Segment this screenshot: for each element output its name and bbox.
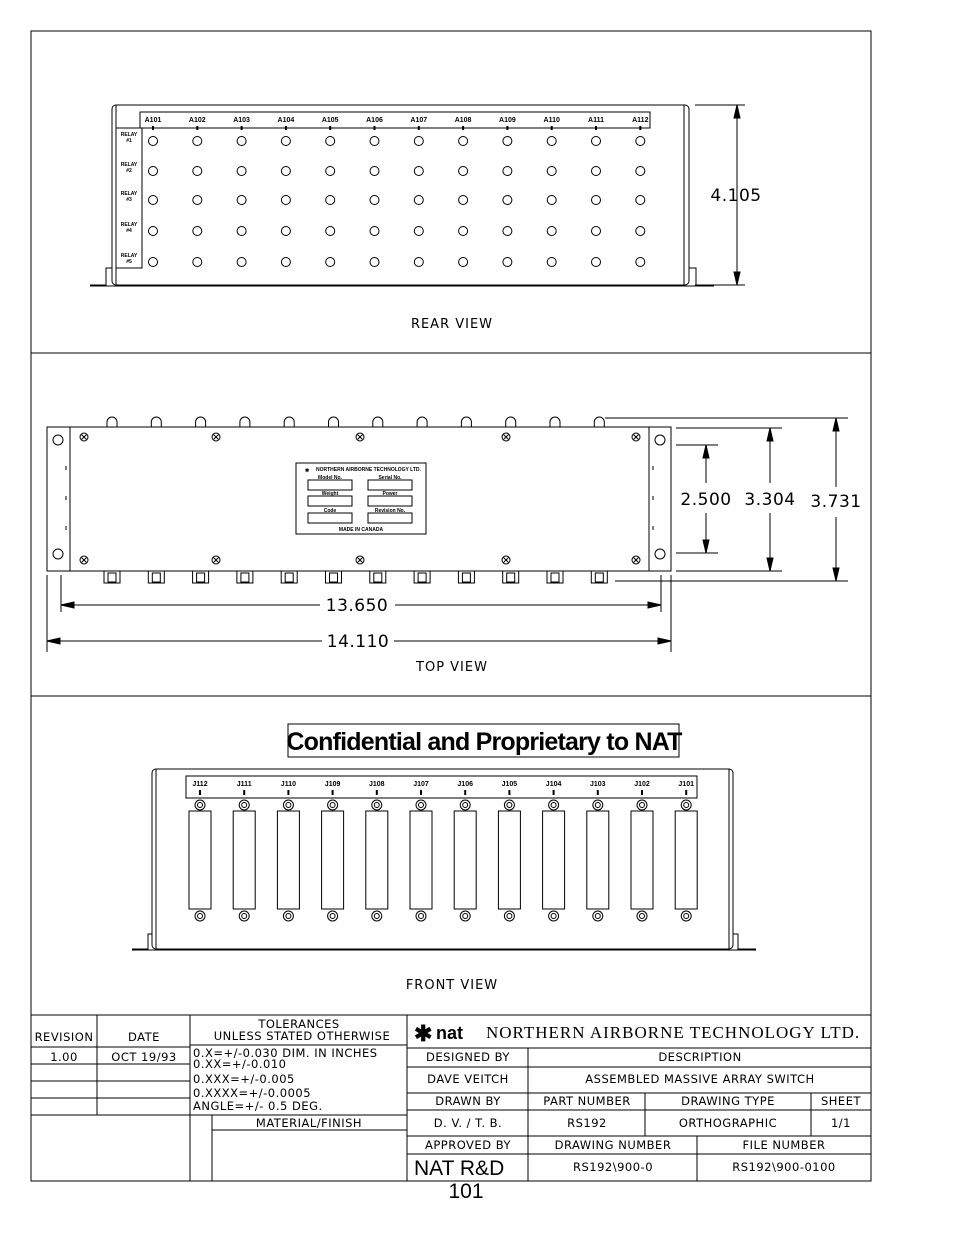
top-view-title: TOP VIEW	[416, 660, 488, 675]
rear-terminal-hole	[326, 227, 335, 236]
rear-terminal-hole	[547, 167, 556, 176]
drawing-number-label: DRAWING NUMBER	[554, 1138, 672, 1152]
front-connector-stub-inner	[197, 573, 205, 582]
front-connector-stub-inner	[507, 573, 515, 582]
rear-terminal-hole	[193, 258, 202, 267]
jackscrew	[372, 800, 382, 810]
rear-terminal-hole	[459, 196, 468, 205]
rear-terminal-hole	[237, 227, 246, 236]
dsub-connector	[233, 811, 255, 909]
designed-by-label: DESIGNED BY	[426, 1050, 510, 1064]
rear-terminal-hole	[370, 227, 379, 236]
rear-terminal-hole	[636, 137, 645, 146]
sheet-label: SHEET	[820, 1094, 862, 1108]
dsub-connector	[410, 811, 432, 909]
jackscrew	[239, 800, 249, 810]
rear-terminal-hole	[370, 196, 379, 205]
dsub-connector	[454, 811, 476, 909]
front-column-label: J104	[545, 781, 562, 788]
jackscrew	[593, 911, 603, 921]
rear-terminal-hole	[326, 167, 335, 176]
rear-terminal-hole	[592, 196, 601, 205]
rear-terminal-hole	[592, 258, 601, 267]
tolerance-line: ANGLE=+/- 0.5 DEG.	[193, 1099, 323, 1113]
relay-row-number: #5	[126, 259, 132, 265]
description-label: DESCRIPTION	[658, 1050, 742, 1064]
rear-terminal-hole	[149, 137, 158, 146]
tolerance-line: 0.XXXX=+/-0.0005	[193, 1086, 312, 1100]
rear-column-label: A106	[366, 117, 383, 124]
nameplate-footer: MADE IN CANADA	[338, 527, 384, 533]
rear-terminal-stub	[107, 417, 117, 427]
rear-terminal-stub	[550, 417, 560, 427]
rear-column-label: A109	[499, 117, 516, 124]
rear-terminal-hole	[281, 137, 290, 146]
front-view	[132, 724, 756, 993]
rear-column-label: A107	[410, 117, 428, 124]
confidential-banner: Confidential and Proprietary to NAT	[286, 728, 682, 756]
front-connector-stub-inner	[152, 573, 160, 582]
page-number: 101	[448, 1180, 484, 1203]
tolerance-line: 0.XXX=+/-0.005	[193, 1072, 295, 1086]
rear-terminal-hole	[281, 167, 290, 176]
front-column-label: J103	[590, 781, 606, 788]
jackscrew	[328, 800, 338, 810]
rear-terminal-hole	[414, 258, 423, 267]
sheet-value: 1/1	[830, 1116, 852, 1130]
rear-terminal-hole	[636, 227, 645, 236]
nameplate-serial-label: Serial No.	[378, 475, 402, 481]
rear-terminal-hole	[237, 167, 246, 176]
rear-terminal-hole	[193, 227, 202, 236]
rear-view-title: REAR VIEW	[410, 317, 494, 332]
asterisk-logo-icon: ✱	[305, 468, 310, 474]
rear-terminal-hole	[149, 258, 158, 267]
rear-terminal-hole	[547, 196, 556, 205]
jackscrew	[504, 911, 514, 921]
rear-column-label: A112	[632, 117, 649, 124]
rear-terminal-hole	[193, 137, 202, 146]
rear-terminal-hole	[459, 137, 468, 146]
rear-terminal-stub	[417, 417, 427, 427]
rear-terminal-hole	[281, 227, 290, 236]
rear-terminal-stub	[196, 417, 206, 427]
jackscrew	[283, 911, 293, 921]
jackscrew	[549, 800, 559, 810]
relay-row-label: RELAY	[120, 162, 138, 168]
rear-terminal-hole	[503, 167, 512, 176]
jackscrew	[283, 800, 293, 810]
dsub-connector	[366, 811, 388, 909]
rear-column-label: A105	[321, 117, 339, 124]
jackscrew	[681, 800, 691, 810]
rear-terminal-hole	[547, 258, 556, 267]
tolerance-line: 0.X=+/-0.030 DIM. IN INCHES	[193, 1046, 378, 1060]
rear-terminal-hole	[459, 167, 468, 176]
front-column-label: J111	[236, 781, 252, 788]
outer-length-dimension: 14.110	[326, 632, 390, 652]
relay-row-number: #3	[126, 197, 132, 203]
rear-column-label: A102	[188, 117, 206, 124]
dimension-3304: 3.304	[744, 490, 796, 510]
rear-terminal-hole	[237, 137, 246, 146]
rear-terminal-hole	[193, 196, 202, 205]
nameplate-revision-label: Revision No.	[374, 508, 406, 514]
rear-terminal-hole	[503, 196, 512, 205]
rear-terminal-stub	[461, 417, 471, 427]
relay-row-number: #2	[126, 168, 132, 174]
top-chassis	[70, 427, 649, 571]
top-view	[47, 417, 862, 675]
inner-length-dimension: 13.650	[325, 596, 389, 616]
rear-height-dimension: 4.105	[710, 186, 762, 206]
dsub-connector	[587, 811, 609, 909]
relay-row-number: #1	[126, 138, 132, 144]
jackscrew	[416, 800, 426, 810]
rear-terminal-hole	[370, 167, 379, 176]
nameplate-power-label: Power	[382, 491, 398, 497]
rear-terminal-hole	[326, 196, 335, 205]
revision-value: 1.00	[50, 1050, 78, 1064]
drawing-type-value: ORTHOGRAPHIC	[678, 1116, 778, 1130]
description-value: ASSEMBLED MASSIVE ARRAY SWITCH	[585, 1072, 815, 1086]
rear-terminal-hole	[592, 227, 601, 236]
front-connector-stub-inner	[551, 573, 559, 582]
rear-terminal-stub	[506, 417, 516, 427]
file-number-value: RS192\900-0100	[732, 1160, 836, 1174]
rear-terminal-hole	[636, 258, 645, 267]
front-connector-stub-inner	[330, 573, 338, 582]
rear-terminal-hole	[636, 167, 645, 176]
rear-terminal-hole	[149, 196, 158, 205]
jackscrew	[681, 911, 691, 921]
front-column-label: J107	[413, 781, 429, 788]
rear-terminal-hole	[193, 167, 202, 176]
nameplate	[296, 463, 426, 534]
relay-row-label: RELAY	[120, 253, 138, 259]
jackscrew	[460, 911, 470, 921]
front-connector-stub-inner	[595, 573, 603, 582]
dsub-connector	[498, 811, 520, 909]
rear-terminal-hole	[281, 196, 290, 205]
rear-terminal-hole	[503, 227, 512, 236]
front-column-label-strip	[186, 776, 697, 798]
relay-row-label: RELAY	[120, 132, 138, 138]
rear-terminal-hole	[459, 227, 468, 236]
jackscrew	[328, 911, 338, 921]
rear-column-label: A110	[543, 117, 560, 124]
title-block	[31, 1015, 871, 1203]
rear-terminal-stub	[151, 417, 161, 427]
rear-column-label: A111	[588, 117, 604, 124]
part-number-label: PART NUMBER	[543, 1094, 631, 1108]
nameplate-code-label: Code	[323, 508, 337, 514]
relay-row-number: #4	[126, 228, 132, 234]
nameplate-model-label: Model No.	[318, 475, 342, 481]
relay-row-label: RELAY	[120, 222, 138, 228]
rear-terminal-hole	[636, 196, 645, 205]
rear-terminal-hole	[414, 227, 423, 236]
jackscrew	[637, 911, 647, 921]
drawn-by-label: DRAWN BY	[435, 1094, 501, 1108]
rear-terminal-stub	[240, 417, 250, 427]
front-column-label: J109	[324, 781, 341, 788]
rear-column-label: A108	[454, 117, 472, 124]
jackscrew	[460, 800, 470, 810]
date-label: DATE	[128, 1030, 160, 1044]
front-column-label: J102	[634, 781, 650, 788]
front-connector-stub-inner	[418, 573, 426, 582]
dimension-3731: 3.731	[810, 492, 862, 512]
part-number-value: RS192	[567, 1116, 607, 1130]
dsub-connector	[277, 811, 299, 909]
rear-terminal-hole	[503, 258, 512, 267]
rear-terminal-stub	[329, 417, 339, 427]
rear-terminal-hole	[503, 137, 512, 146]
jackscrew	[372, 911, 382, 921]
nameplate-header: NORTHERN AIRBORNE TECHNOLOGY LTD.	[316, 467, 421, 473]
rear-terminal-hole	[149, 167, 158, 176]
file-number-label: FILE NUMBER	[742, 1138, 826, 1152]
rear-terminal-stub	[373, 417, 383, 427]
rear-terminal-hole	[326, 137, 335, 146]
dsub-connector	[322, 811, 344, 909]
front-column-label: J110	[280, 781, 296, 788]
rear-column-label: A103	[233, 117, 250, 124]
rear-terminal-hole	[414, 167, 423, 176]
rear-column-label-strip	[140, 112, 650, 128]
jackscrew	[593, 800, 603, 810]
relay-row-label: RELAY	[120, 191, 138, 197]
company-name: NORTHERN AIRBORNE TECHNOLOGY LTD.	[486, 1023, 861, 1042]
nat-logo: nat	[436, 1023, 463, 1043]
revision-label: REVISION	[34, 1030, 94, 1044]
front-column-label: J108	[369, 781, 385, 788]
jackscrew	[504, 800, 514, 810]
rear-terminal-hole	[237, 258, 246, 267]
rear-terminal-hole	[592, 167, 601, 176]
rear-column-label: A104	[277, 117, 295, 124]
rear-terminal-hole	[547, 137, 556, 146]
nameplate-weight-label: Weight	[321, 491, 339, 497]
front-column-label: J112	[192, 781, 208, 788]
tolerances-label: TOLERANCES	[258, 1017, 340, 1031]
rear-terminal-hole	[547, 227, 556, 236]
rear-terminal-hole	[149, 227, 158, 236]
jackscrew	[195, 911, 205, 921]
dsub-connector	[675, 811, 697, 909]
approved-by-label: APPROVED BY	[424, 1138, 512, 1152]
front-column-label: J106	[457, 781, 473, 788]
rear-terminal-hole	[414, 137, 423, 146]
front-view-title: FRONT VIEW	[405, 978, 499, 993]
front-connector-stub-inner	[285, 573, 293, 582]
rear-terminal-hole	[326, 258, 335, 267]
dsub-connector	[631, 811, 653, 909]
rear-view	[90, 105, 762, 332]
drawing-number-value: RS192\900-0	[572, 1160, 654, 1174]
front-connector-stub-inner	[462, 573, 470, 582]
jackscrew	[637, 800, 647, 810]
designed-by-value: DAVE VEITCH	[427, 1072, 509, 1086]
rear-terminal-hole	[370, 137, 379, 146]
front-connector-stub-inner	[241, 573, 249, 582]
rear-terminal-hole	[459, 258, 468, 267]
front-chassis	[152, 769, 733, 949]
approved-by-value: NAT R&D	[414, 1157, 505, 1180]
front-connector-stub-inner	[374, 573, 382, 582]
front-connector-stub-inner	[108, 573, 116, 582]
rear-terminal-stub	[594, 417, 604, 427]
drawing-type-label: DRAWING TYPE	[681, 1094, 775, 1108]
material-finish-label: MATERIAL/FINISH	[255, 1116, 363, 1130]
rear-terminal-hole	[414, 196, 423, 205]
jackscrew	[549, 911, 559, 921]
jackscrew	[195, 800, 205, 810]
rear-terminal-hole	[592, 137, 601, 146]
rear-terminal-hole	[370, 258, 379, 267]
tolerances-sub: UNLESS STATED OTHERWISE	[213, 1029, 391, 1043]
dimension-2500: 2.500	[680, 490, 732, 510]
tolerance-line: 0.XX=+/-0.010	[193, 1057, 287, 1071]
drawn-by-value: D. V. / T. B.	[433, 1116, 503, 1130]
rear-terminal-stub	[284, 417, 294, 427]
dsub-connector	[543, 811, 565, 909]
dsub-connector	[189, 811, 211, 909]
date-value: OCT 19/93	[111, 1050, 177, 1064]
rear-terminal-hole	[237, 196, 246, 205]
jackscrew	[239, 911, 249, 921]
front-column-label: J101	[678, 781, 694, 788]
rear-terminal-hole	[281, 258, 290, 267]
rear-column-label: A101	[144, 117, 162, 124]
nat-asterisk-icon: ✱	[414, 1021, 433, 1046]
front-column-label: J105	[501, 781, 518, 788]
jackscrew	[416, 911, 426, 921]
